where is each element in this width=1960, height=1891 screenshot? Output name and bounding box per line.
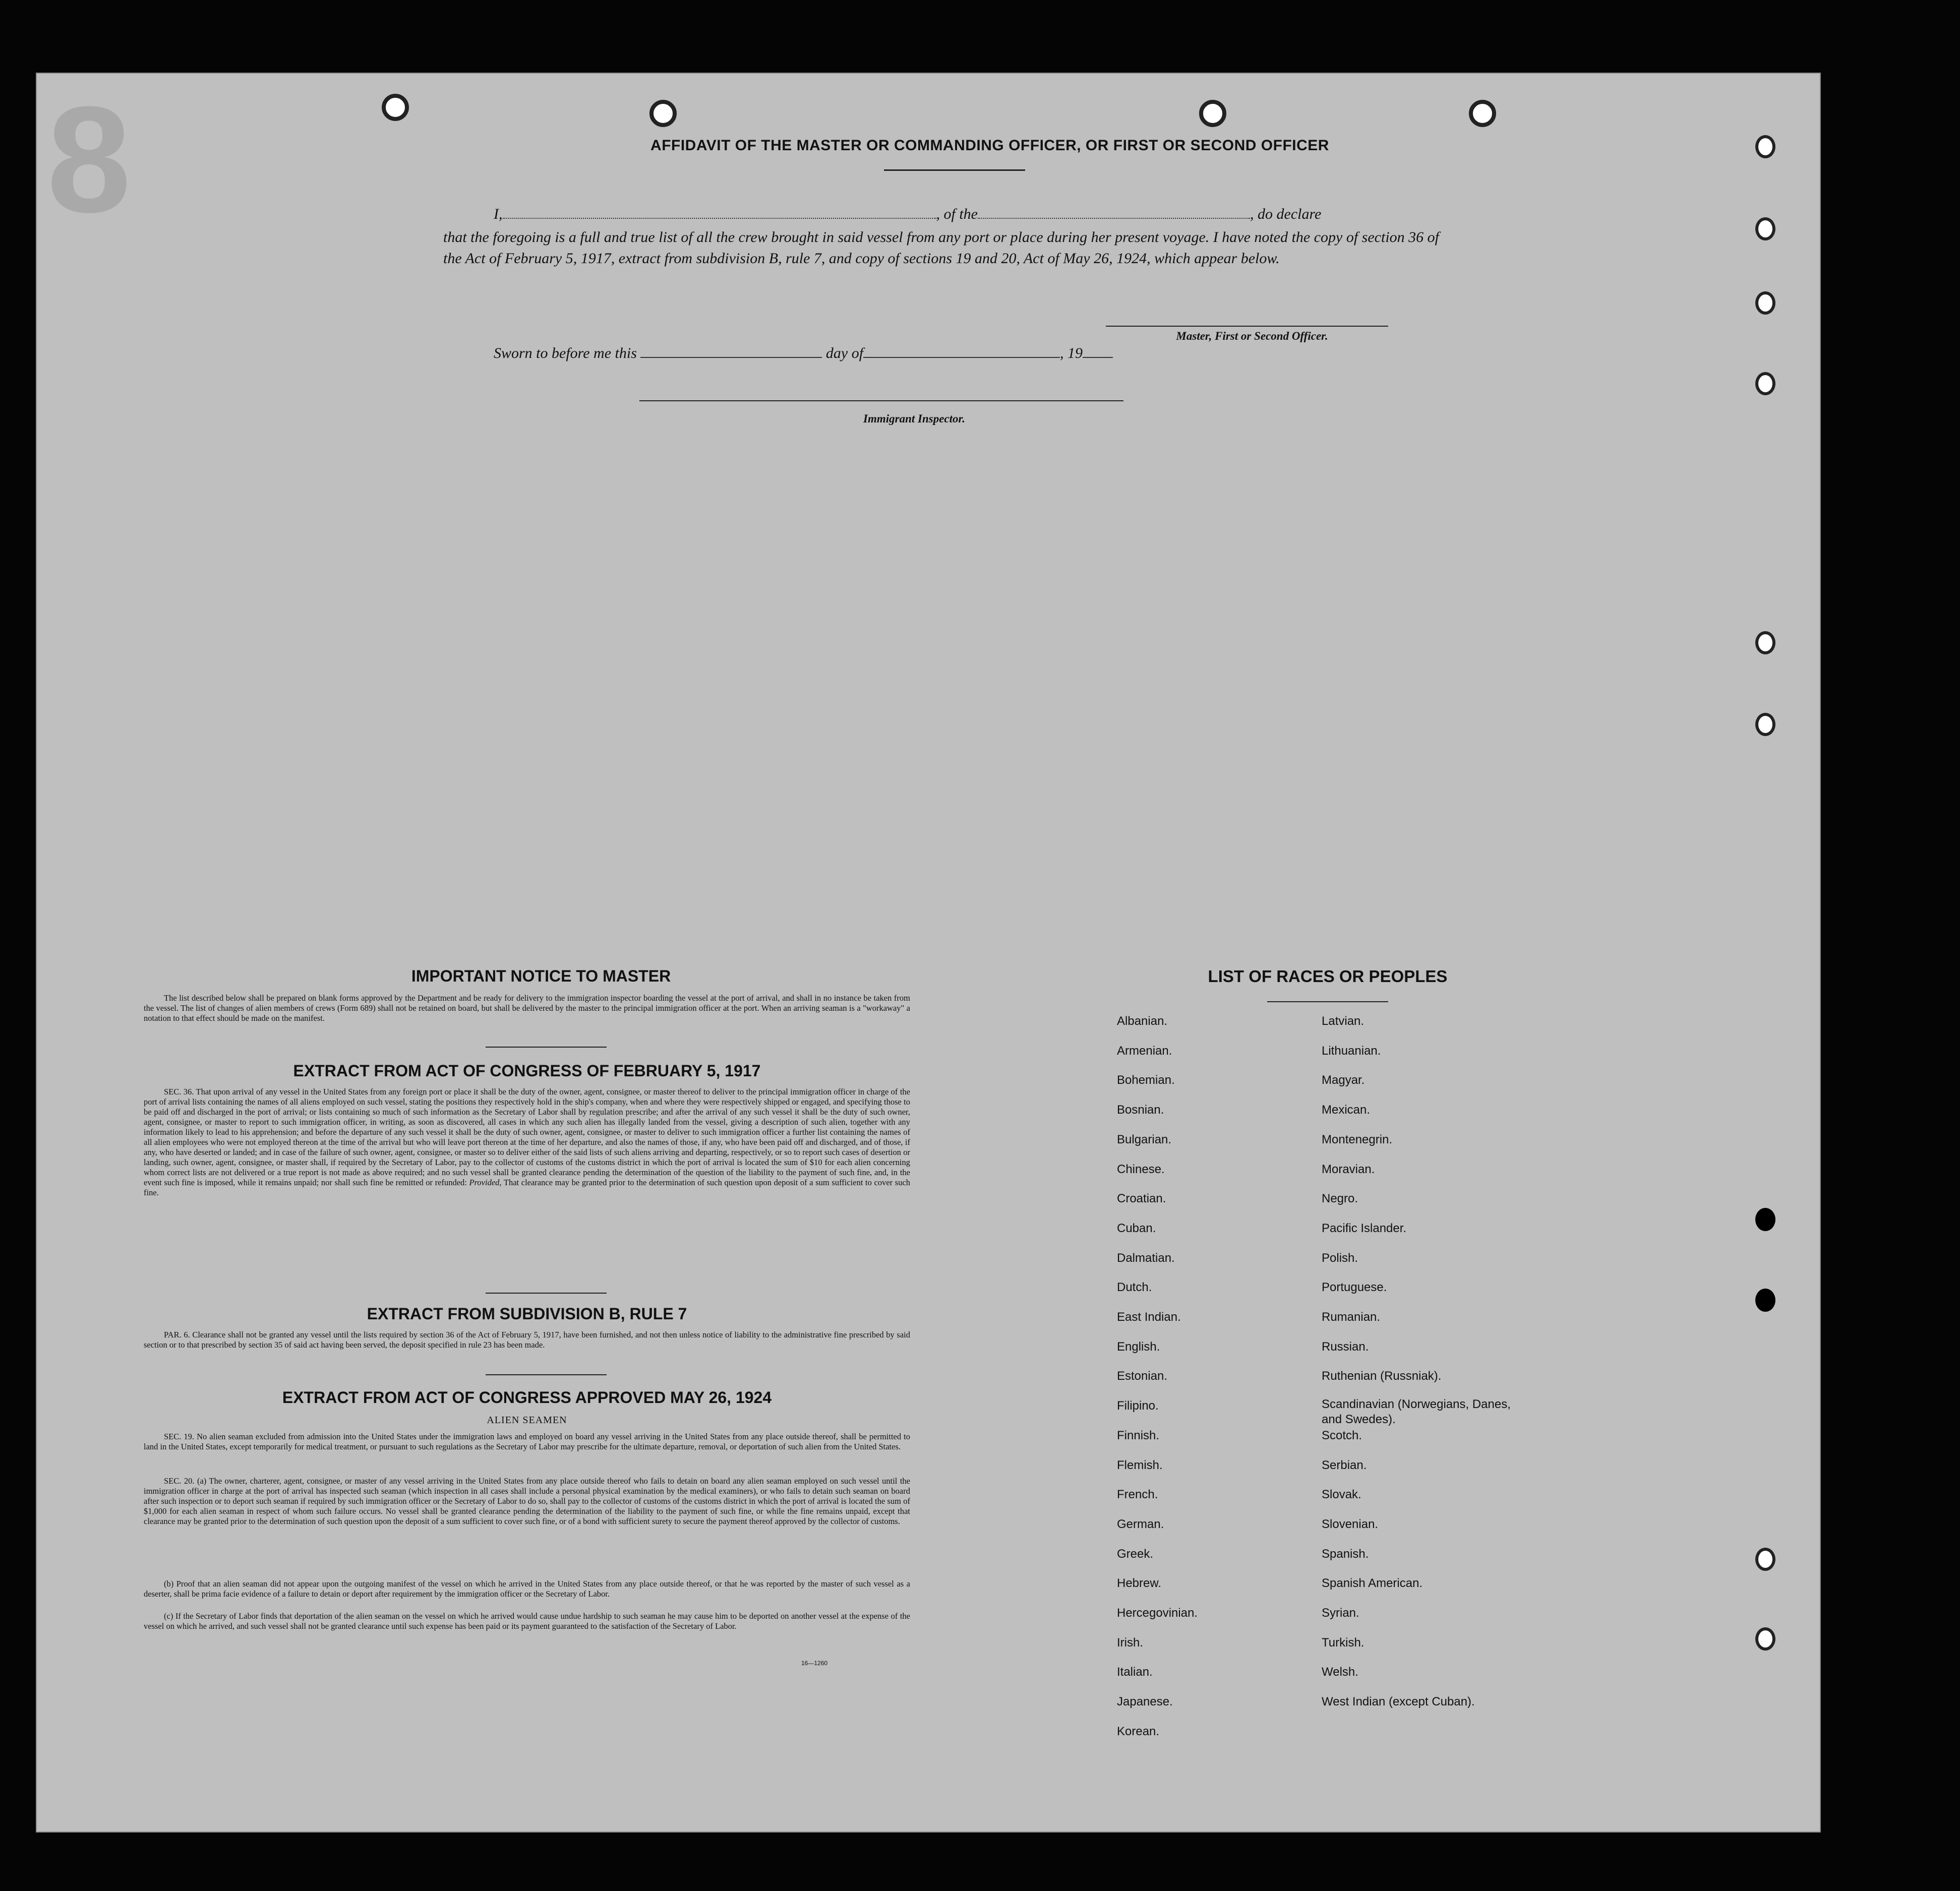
races-title: LIST OF RACES OR PEOPLES: [1208, 967, 1448, 986]
race-item: Croatian.: [1117, 1192, 1166, 1206]
punch-hole-icon: [1755, 631, 1775, 654]
punch-hole-icon: [1199, 100, 1226, 127]
year-blank: [1083, 357, 1113, 358]
race-item: Spanish.: [1322, 1547, 1369, 1561]
extract-1917-title: EXTRACT FROM ACT OF CONGRESS OF FEBRUARY 5, 1917: [293, 1062, 761, 1080]
punch-hole-icon: [649, 100, 677, 127]
extract-1917-text: SEC. 36. That upon arrival of any vessel in the United States from any foreign port or place it shall be the duty of the owner, agent, consignee, or master thereof to deliver to the principal immigration officer in charge of the port of arrival lists containing the names of all aliens employed on such vessel, stating the positions they respectively hold in the ship's company, when and where they were respectively shipped or engaged, and specifying those to be paid off and discharged in the port of arrival; or lists containing so much of such information as the Secretary of Labor shall by regulation prescribe; and after the arrival of any such vessel it shall be the duty of such owner, agent, consignee, or master to report to such immigration officer, in writing, as soon as discovered, all cases in which any such alien has illegally landed from the vessel, giving a description of such alien, together with any information likely to lead to his apprehension; and before the departure of any such vessel it shall be the duty of such owner, agent, consignee, or master to deliver to such immigration officer a further list containing the names of all alien employees who were not employed thereon at the time of the arrival but who will leave port thereon at the time of her departure, and also the names of those, if any, who have been paid off and discharged, and of those, if any, who have deserted or landed; and in case of the failure of such owner, agent, consignee, or master so to deliver either of the said lists of such aliens arriving and departing, respectively, or so to report such cases of desertion or landing, such owner, agent, consignee, or master shall, if required by the Secretary of Labor, pay to the collector of customs of the customs district in which the port of arrival is located the sum of $10 for each alien concerning whom correct lists are not delivered or a true report is not made as above required; and no such vessel shall be granted clearance pending the determination of the question of the liability to the payment of such fine, and, in the event such fine is imposed, while it remains unpaid; nor shall such fine be remitted or refunded:: [144, 1087, 910, 1187]
divider: [486, 1374, 607, 1375]
race-item: Armenian.: [1117, 1044, 1172, 1058]
punch-hole-icon: [382, 94, 409, 121]
race-item: Serbian.: [1322, 1458, 1367, 1472]
affidavit-of-the: , of the: [936, 206, 978, 222]
sworn-day-of: day of: [825, 345, 864, 361]
affidavit-title: AFFIDAVIT OF THE MASTER OR COMMANDING OFFICER, OR FIRST OR SECOND OFFICER: [650, 137, 1329, 154]
inspector-signature-line: [639, 400, 1123, 401]
master-signature-label: Master, First or Second Officer.: [1176, 330, 1328, 342]
punch-hole-icon: [1755, 1548, 1775, 1571]
punch-hole-icon: [1755, 1208, 1775, 1231]
divider: [486, 1047, 607, 1048]
race-item: Irish.: [1117, 1635, 1144, 1650]
sec20b-body: (b) Proof that an alien seaman did not appear upon the outgoing manifest of the vessel on which he arrived in the United States from any place outside thereof, or that he was reported by the master of such vessel as a deserter, shall be prima facie evidence of a failure to detain or deport after requirement by the immigration officer or the Secretary of Labor.: [144, 1579, 910, 1599]
race-item: Turkish.: [1322, 1635, 1364, 1650]
extract-1917-tail: That clearance may be granted prior to the determination of such question upon deposit of a sum sufficient to cover such fine.: [144, 1178, 911, 1197]
punch-hole-icon: [1755, 713, 1775, 736]
sworn-year: , 19: [1060, 345, 1083, 361]
race-item: Dutch.: [1117, 1280, 1152, 1295]
race-item: East Indian.: [1117, 1310, 1181, 1324]
race-item: Cuban.: [1117, 1221, 1156, 1235]
race-item: Bosnian.: [1117, 1103, 1164, 1117]
day-blank: [640, 357, 822, 358]
race-item: Albanian.: [1117, 1014, 1168, 1028]
race-item: Latvian.: [1322, 1014, 1364, 1028]
extract-rule7-body: PAR. 6. Clearance shall not be granted any vessel until the lists required by section 36 of the Act of February 5, 1917, have been furnished, and not then unless notice of liability to the administrative fine prescribed by said section or to that prescribed by section 35 of said act having been served, the deposit specified in rule 23 has been made.: [144, 1330, 910, 1350]
form-code: 16—1260: [801, 1660, 828, 1667]
race-item: Ruthenian (Russniak).: [1322, 1369, 1442, 1383]
races-rule: [1267, 1001, 1388, 1002]
notice-title: IMPORTANT NOTICE TO MASTER: [411, 967, 671, 985]
race-item: German.: [1117, 1517, 1164, 1531]
sec19-body: SEC. 19. No alien seaman excluded from admission into the United States under the immigration laws and employed on board any vessel arriving in the United States from any place outside thereof, shall be permitted to land in the United States, except temporarily for medical treatment, or pursuant to such regulations as the Secretary of Labor may prescribe for the ultimate departure, removal, or deportation of such alien from the United States.: [144, 1432, 910, 1451]
race-item: Syrian.: [1322, 1606, 1359, 1620]
punch-hole-icon: [1755, 372, 1775, 395]
sworn-line: [494, 345, 1113, 362]
race-item: Greek.: [1117, 1547, 1154, 1561]
affidavit-declare: , do declare: [1250, 206, 1322, 222]
extract-1924-title: EXTRACT FROM ACT OF CONGRESS APPROVED MAY 26, 1924: [282, 1388, 772, 1407]
race-item: Hebrew.: [1117, 1576, 1162, 1591]
master-signature-line: [1106, 326, 1388, 327]
race-item: Slovak.: [1322, 1488, 1361, 1502]
name-blank: [503, 218, 936, 219]
extract-1924-subtitle: ALIEN SEAMEN: [487, 1415, 567, 1426]
race-item: Spanish American.: [1322, 1576, 1423, 1591]
inspector-label: Immigrant Inspector.: [863, 412, 965, 425]
race-item: Moravian.: [1322, 1162, 1375, 1176]
punch-hole-icon: [1755, 135, 1775, 158]
affidavit-line1: [494, 206, 1321, 223]
provided-word: Provided,: [469, 1178, 502, 1187]
race-item: Dalmatian.: [1117, 1251, 1175, 1265]
race-item: Russian.: [1322, 1339, 1369, 1354]
affidavit-body: that the foregoing is a full and true list of all the crew brought in said vessel from any port or place during her present voyage. I have noted the copy of section 36 of the Act of February 5, 1917, extract from subdivision B, rule 7, and copy of sections 19 and 20, Act of May 26, 1924, which appear below.: [443, 229, 1439, 267]
race-item: Finnish.: [1117, 1428, 1160, 1442]
race-item: Hercegovinian.: [1117, 1606, 1198, 1620]
manifest-page: [37, 74, 1820, 1832]
race-item: West Indian (except Cuban).: [1322, 1695, 1475, 1709]
punch-hole-icon: [1755, 217, 1775, 240]
race-item: Polish.: [1322, 1251, 1358, 1265]
punch-hole-icon: [1469, 100, 1496, 127]
race-item: Flemish.: [1117, 1458, 1163, 1472]
sec20c-body: (c) If the Secretary of Labor finds that deportation of the alien seaman on the vessel on which he arrived would cause undue hardship to such seaman he may cause him to be deported on another vessel at the expense of the vessel on which he arrived, and such vessel shall not be granted clearance until such expense has been paid or its payment guaranteed to the satisfaction of the Secretary of Labor.: [144, 1611, 910, 1631]
race-item: Italian.: [1117, 1665, 1153, 1679]
extract-1917-body: [144, 1087, 910, 1198]
race-item: English.: [1117, 1339, 1160, 1354]
race-item: Pacific Islander.: [1322, 1221, 1407, 1235]
race-item: Portuguese.: [1322, 1280, 1387, 1295]
race-item: Lithuanian.: [1322, 1044, 1381, 1058]
extract-rule7-title: EXTRACT FROM SUBDIVISION B, RULE 7: [367, 1305, 687, 1323]
punch-hole-icon: [1755, 1289, 1775, 1312]
punch-hole-icon: [1755, 291, 1775, 315]
sworn-prefix: Sworn to before me this: [494, 345, 637, 361]
race-item: Korean.: [1117, 1724, 1160, 1738]
race-item: Chinese.: [1117, 1162, 1165, 1176]
race-item: Filipino.: [1117, 1399, 1159, 1413]
punch-hole-icon: [1755, 1627, 1775, 1651]
month-blank: [863, 357, 1060, 358]
sec20a-body: SEC. 20. (a) The owner, charterer, agent, consignee, or master of any vessel arriving in the United States from any place outside thereof who fails to detain on board any alien seaman employed on such vessel until the immigration officer in charge at the port of arrival has inspected such seaman (which inspection in all cases shall include a personal physical examination by the medical examiners), or who fails to detain such seaman on board after such inspection or to deport such seaman if required by such immigration officer or the Secretary of Labor to do so, shall pay to the collector of customs of the customs district in which the port of arrival is located the sum of $1,000 for each alien seaman in respect of whom such failure occurs. No vessel shall be granted clearance pending the determination of the liability to the payment of such fine, or while the fine remains unpaid, except that clearance may be granted prior to the determination of such question upon the deposit of a sum sufficient to cover such fine, or of a bond with sufficient surety to secure the payment thereof approved by the collector of customs.: [144, 1476, 910, 1526]
race-item: Magyar.: [1322, 1073, 1365, 1087]
race-item: Scandinavian (Norwegians, Danes, and Swedes).: [1322, 1397, 1511, 1427]
divider: [486, 1293, 607, 1294]
notice-body: The list described below shall be prepared on blank forms approved by the Department and be ready for delivery to the immigration inspector boarding the vessel at the port of arrival, and shall in no instance be taken from the vessel. The list of changes of alien members of crews (Form 689) shall not be retained on board, but shall be delivered by the master to the principal immigration officer at the port. When an arriving seaman is a "workaway" a notation to that effect should be made on the manifest.: [144, 993, 910, 1023]
race-item: Japanese.: [1117, 1695, 1173, 1709]
race-item: Rumanian.: [1322, 1310, 1381, 1324]
vessel-blank: [978, 218, 1250, 219]
title-rule: [884, 169, 1025, 171]
race-item: Mexican.: [1322, 1103, 1371, 1117]
affidavit-i: I,: [494, 206, 503, 222]
page-number: 8: [47, 75, 131, 244]
race-item: Scotch.: [1322, 1428, 1362, 1442]
race-item: Welsh.: [1322, 1665, 1358, 1679]
race-item: Estonian.: [1117, 1369, 1168, 1383]
race-item: French.: [1117, 1488, 1158, 1502]
race-item: Negro.: [1322, 1192, 1358, 1206]
race-item: Bulgarian.: [1117, 1132, 1172, 1146]
race-item: Slovenian.: [1322, 1517, 1379, 1531]
race-item: Montenegrin.: [1322, 1132, 1393, 1146]
race-item: Bohemian.: [1117, 1073, 1175, 1087]
